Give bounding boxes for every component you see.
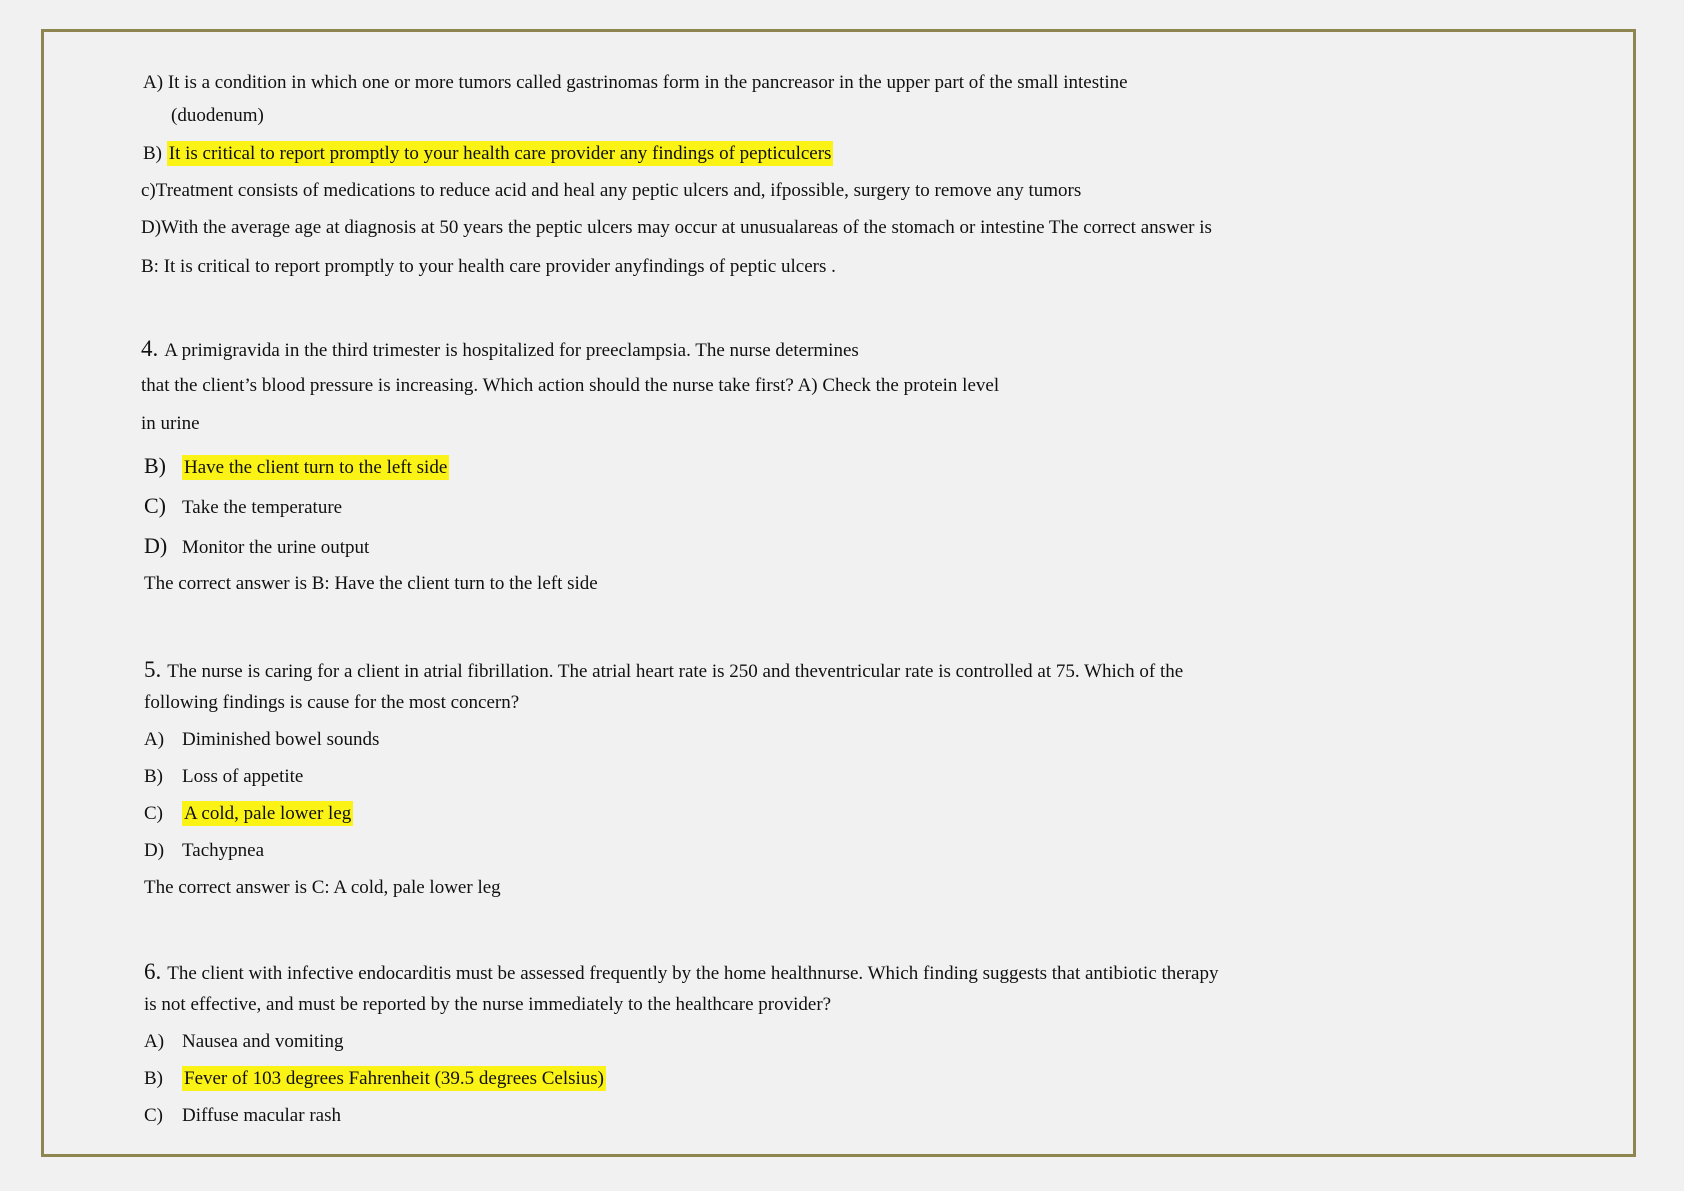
q3-option-b-highlighted: It is critical to report promptly to your health care provider any findings of pepticulcers xyxy=(168,143,832,164)
q5-option-d-label: D) xyxy=(144,840,165,861)
q4-number: 4. xyxy=(141,336,159,361)
q5-option-b xyxy=(144,764,303,790)
q6-option-a-text: Nausea and vomiting xyxy=(182,1031,344,1052)
q6-option-b xyxy=(144,1066,606,1092)
q4-stem xyxy=(141,336,859,364)
q6-option-a-label: A) xyxy=(144,1031,165,1052)
q3-option-a-text: It is a condition in which one or more tumors called gastrinomas form in the pancreasor in the upper part of the small intestine xyxy=(167,72,1128,93)
q6-option-b-highlighted: Fever of 103 degrees Fahrenheit (39.5 degrees Celsius) xyxy=(184,1068,604,1089)
q4-option-d-text: Monitor the urine output xyxy=(182,537,370,558)
q6-option-c-label: C) xyxy=(144,1105,163,1126)
q5-option-c xyxy=(144,801,353,827)
q3-option-c: c)Treatment consists of medications to reduce acid and heal any peptic ulcers and, ifpossible, surgery to remove any tumors xyxy=(141,180,1082,201)
q4-stem-line-2: that the client’s blood pressure is increasing. Which action should the nurse take first? A) Check the protein level xyxy=(141,375,1000,396)
q5-stem xyxy=(144,657,1183,685)
q6-option-c-text: Diffuse macular rash xyxy=(182,1105,341,1126)
q5-option-c-label: C) xyxy=(144,803,163,824)
q3-option-b-label: B) xyxy=(143,143,162,164)
q4-option-b xyxy=(144,453,449,481)
q4-answer: The correct answer is B: Have the client turn to the left side xyxy=(144,573,598,594)
q6-option-c xyxy=(144,1103,341,1129)
q4-option-c-text: Take the temperature xyxy=(182,497,343,518)
q5-answer: The correct answer is C: A cold, pale lower leg xyxy=(144,877,501,898)
q5-option-d xyxy=(144,838,264,864)
q6-number: 6. xyxy=(144,959,162,984)
q5-stem-line-2: following findings is cause for the most concern? xyxy=(144,692,520,713)
q4-option-d xyxy=(144,533,369,561)
q4-option-b-label: B) xyxy=(144,453,166,478)
q3-answer: B: It is critical to report promptly to your health care provider anyfindings of peptic ulcers . xyxy=(141,256,836,277)
q4-option-b-highlighted: Have the client turn to the left side xyxy=(184,457,448,478)
q5-option-d-text: Tachypnea xyxy=(182,840,265,861)
q4-option-c-label: C) xyxy=(144,493,166,518)
q6-option-a xyxy=(144,1029,343,1055)
q4-stem-line-3: in urine xyxy=(141,413,200,434)
q4-option-d-label: D) xyxy=(144,533,168,558)
q5-option-a xyxy=(144,727,379,753)
q3-option-d: D)With the average age at diagnosis at 50 years the peptic ulcers may occur at unusualareas of the stomach or intestine The correct answer is xyxy=(141,217,1212,238)
q4-stem-line-1: A primigravida in the third trimester is hospitalized for preeclampsia. The nurse determines xyxy=(164,340,859,361)
q6-option-b-label: B) xyxy=(144,1068,163,1089)
q6-stem-line-2: is not effective, and must be reported by the nurse immediately to the healthcare provider? xyxy=(144,994,832,1015)
q5-number: 5. xyxy=(144,657,162,682)
q5-option-a-label: A) xyxy=(144,729,165,750)
q5-option-c-highlighted: A cold, pale lower leg xyxy=(184,803,352,824)
q3-option-a-continued: (duodenum) xyxy=(171,105,264,126)
q5-option-a-text: Diminished bowel sounds xyxy=(182,729,380,750)
q5-option-b-text: Loss of appetite xyxy=(182,766,304,787)
q5-stem-line-1: The nurse is caring for a client in atrial fibrillation. The atrial heart rate is 250 and theventricular rate is controlled at 75. Which of the xyxy=(167,661,1184,682)
q3-option-a-label: A) xyxy=(143,72,164,93)
q4-option-c xyxy=(144,493,342,521)
q3-option-a xyxy=(143,70,1128,96)
q6-stem-line-1: The client with infective endocarditis must be assessed frequently by the home healthnurse. Which finding suggests that antibiotic therapy xyxy=(167,963,1219,984)
q3-option-b xyxy=(143,141,833,167)
q6-stem xyxy=(144,959,1218,987)
q5-option-b-label: B) xyxy=(144,766,163,787)
